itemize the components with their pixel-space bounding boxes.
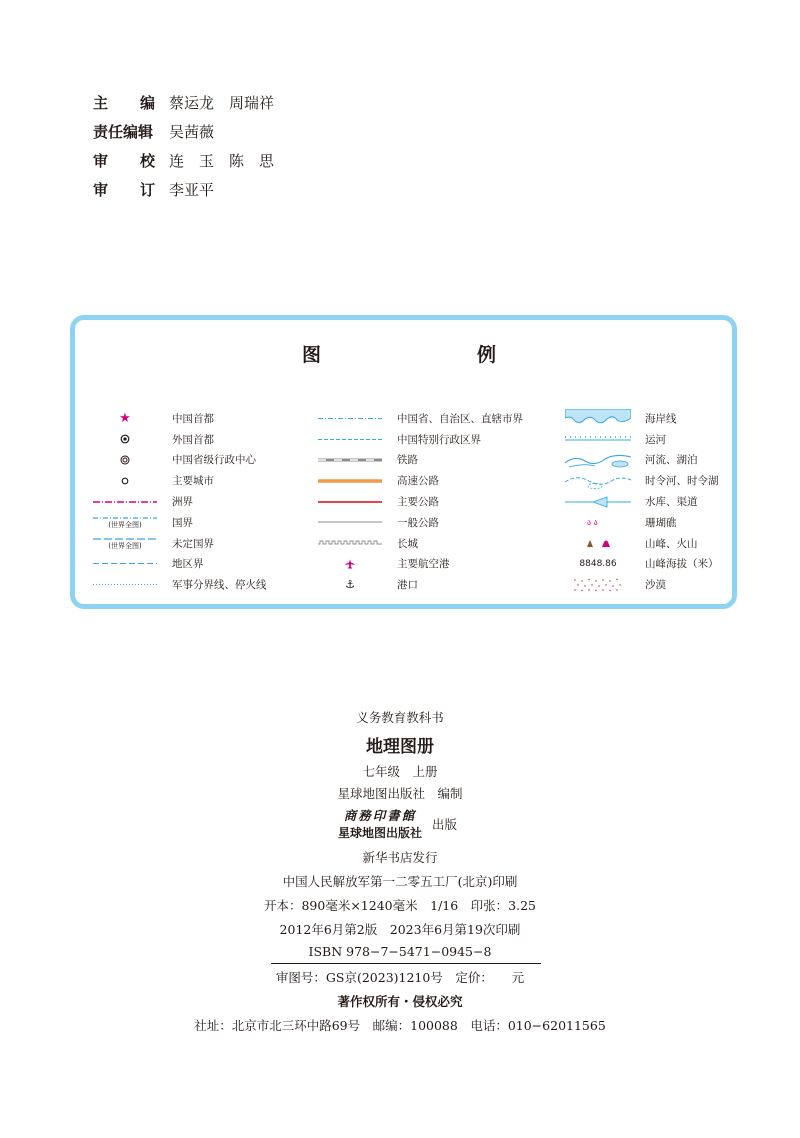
railway-line bbox=[303, 450, 397, 470]
coral-reef-symbol bbox=[551, 512, 645, 532]
legend-item bbox=[551, 533, 719, 554]
double-circle-icon bbox=[78, 450, 172, 470]
address: 社址：北京市北三环中路69号 邮编：100088 电话：010−62011565 bbox=[194, 1018, 606, 1033]
legend-item bbox=[303, 408, 523, 429]
legend-column-3 bbox=[551, 408, 719, 595]
legend-label: 中国省、自治区、直辖市界 bbox=[397, 412, 523, 425]
legend-label: 主要航空港 bbox=[397, 558, 450, 571]
sar-boundary-line bbox=[303, 429, 397, 449]
staff-row-chief-editor bbox=[93, 88, 274, 117]
copyright: 著作权所有・侵权必究 bbox=[337, 994, 463, 1009]
coastline-symbol bbox=[551, 408, 645, 428]
staff-role-char: 订 bbox=[139, 181, 155, 199]
great-wall-line bbox=[303, 533, 397, 553]
series-name: 义务教育教科书 bbox=[356, 710, 444, 725]
legend-item bbox=[551, 450, 719, 471]
legend-item bbox=[78, 450, 267, 471]
legend-label: 山峰、火山 bbox=[645, 537, 698, 550]
staff-role-text: 责任编辑 bbox=[93, 123, 154, 141]
anchor-icon: ⚓ bbox=[345, 578, 355, 592]
staff-role-char: 审 bbox=[93, 181, 109, 199]
compiler: 星球地图出版社 编制 bbox=[337, 786, 463, 801]
staff-role-char: 编 bbox=[139, 94, 155, 112]
main-road-line bbox=[303, 492, 397, 512]
seasonal-river-symbol bbox=[551, 471, 645, 491]
legend-label: 水库、渠道 bbox=[645, 496, 698, 509]
legend-item bbox=[551, 512, 719, 533]
legend-item bbox=[551, 554, 719, 575]
map-review-number: 审图号：GS京(2023)1210号 定价： 元 bbox=[275, 970, 525, 985]
legend-label: 沙漠 bbox=[645, 579, 666, 592]
divider bbox=[271, 963, 541, 964]
book-title: 地理图册 bbox=[366, 737, 434, 757]
legend-item bbox=[551, 429, 719, 450]
legend-item bbox=[78, 429, 267, 450]
legend-item bbox=[78, 574, 267, 595]
publisher-name: 星球地图出版社 bbox=[338, 826, 423, 840]
legend-label: 洲界 bbox=[172, 496, 193, 509]
staff-role-char: 校 bbox=[139, 152, 155, 170]
publisher-names bbox=[338, 806, 422, 841]
legend-item bbox=[303, 491, 523, 512]
river-lake-symbol bbox=[551, 450, 645, 470]
region-boundary-line bbox=[78, 554, 172, 574]
legend-item bbox=[78, 533, 267, 554]
legend-note: (世界全图) bbox=[108, 541, 142, 550]
legend-item bbox=[303, 554, 523, 575]
legend-label: 长城 bbox=[397, 537, 418, 550]
dot-circle-icon bbox=[78, 429, 172, 449]
legend-label: 军事分界线、停火线 bbox=[172, 579, 267, 592]
legend-label: 山峰海拔（米） bbox=[645, 558, 719, 571]
legend-label: 未定国界 bbox=[172, 537, 214, 550]
legend-label: 国界 bbox=[172, 516, 193, 529]
legend-title-right: 例 bbox=[477, 344, 497, 366]
grade-volume: 七年级 上册 bbox=[362, 764, 438, 779]
legend-item bbox=[551, 408, 719, 429]
staff-role bbox=[93, 121, 169, 142]
legend-item bbox=[303, 450, 523, 471]
legend-item bbox=[551, 574, 719, 595]
expressway-line bbox=[303, 471, 397, 491]
legend-label: 中国首都 bbox=[172, 412, 214, 425]
legend-label: 外国首都 bbox=[172, 433, 214, 446]
legend-item bbox=[78, 408, 267, 429]
legend-item bbox=[78, 470, 267, 491]
publish-word: 出版 bbox=[432, 816, 458, 832]
legend-label: 铁路 bbox=[397, 454, 418, 467]
national-boundary-line bbox=[78, 512, 172, 532]
reservoir-symbol bbox=[551, 492, 645, 512]
legend-label: 主要城市 bbox=[172, 475, 214, 488]
legend-item bbox=[303, 429, 523, 450]
legend-item bbox=[78, 512, 267, 533]
canal-symbol bbox=[551, 429, 645, 449]
undefined-boundary-line bbox=[78, 533, 172, 553]
legend-label: 地区界 bbox=[172, 558, 204, 571]
legend-label: 港口 bbox=[397, 579, 418, 592]
star-icon: ★ bbox=[119, 410, 131, 426]
legend-item bbox=[303, 533, 523, 554]
legend-label: 河流、湖泊 bbox=[645, 454, 698, 467]
road-line bbox=[303, 512, 397, 532]
peak-volcano-symbol bbox=[551, 533, 645, 553]
elevation-value: 8848.86 bbox=[579, 558, 617, 569]
staff-role bbox=[93, 179, 155, 200]
military-line bbox=[78, 575, 172, 595]
publishers bbox=[338, 806, 457, 841]
printer: 中国人民解放军第一二零五工厂(北京)印刷 bbox=[282, 874, 518, 889]
province-boundary-line bbox=[303, 408, 397, 428]
legend-label: 海岸线 bbox=[645, 412, 677, 425]
legend-note: (世界全图) bbox=[108, 520, 142, 529]
legend-label: 中国省级行政中心 bbox=[172, 454, 256, 467]
staff-row-reviewer bbox=[93, 175, 274, 204]
desert-symbol bbox=[551, 575, 645, 595]
legend-item bbox=[303, 574, 523, 595]
legend-item bbox=[78, 554, 267, 575]
legend-item bbox=[551, 470, 719, 491]
legend-label: 时令河、时令湖 bbox=[645, 475, 719, 488]
staff-role bbox=[93, 150, 155, 171]
legend-label: 珊瑚礁 bbox=[645, 516, 677, 529]
legend-label: 高速公路 bbox=[397, 475, 439, 488]
legend-column-1 bbox=[78, 408, 267, 595]
legend-item bbox=[551, 491, 719, 512]
staff-role-char: 主 bbox=[93, 94, 109, 112]
staff-role bbox=[93, 92, 155, 113]
map-legend bbox=[70, 315, 737, 609]
edition-info: 2012年6月第2版 2023年6月第19次印刷 bbox=[279, 922, 521, 937]
legend-label: 运河 bbox=[645, 433, 666, 446]
legend-column-2 bbox=[303, 408, 523, 595]
distributor: 新华书店发行 bbox=[362, 850, 438, 865]
legend-item bbox=[303, 512, 523, 533]
airport-icon bbox=[303, 554, 397, 574]
legend-label: 主要公路 bbox=[397, 496, 439, 509]
legend-label: 一般公路 bbox=[397, 516, 439, 529]
circle-icon bbox=[78, 471, 172, 491]
format-spec: 开本：890毫米×1240毫米 1/16 印张：3.25 bbox=[263, 898, 537, 913]
staff-names: 吴茜薇 bbox=[169, 123, 215, 141]
isbn: ISBN 978−7−5471−0945−8 bbox=[308, 944, 492, 959]
staff-role-char: 审 bbox=[93, 152, 109, 170]
legend-label: 中国特别行政区界 bbox=[397, 433, 481, 446]
staff-credits bbox=[93, 88, 274, 204]
staff-names: 连 玉 陈 思 bbox=[169, 152, 275, 170]
legend-item bbox=[78, 491, 267, 512]
staff-row-proofreader bbox=[93, 146, 274, 175]
staff-names: 李亚平 bbox=[169, 181, 215, 199]
publisher-logotype: 商務印書館 bbox=[343, 808, 417, 823]
legend-title-left: 图 bbox=[302, 344, 322, 366]
staff-names: 蔡运龙 周瑞祥 bbox=[169, 94, 275, 112]
continent-boundary-line bbox=[78, 492, 172, 512]
staff-row-responsible-editor bbox=[93, 117, 274, 146]
elevation-text bbox=[551, 554, 645, 574]
svg-text:ა ა: ა ა bbox=[587, 518, 598, 528]
legend-item bbox=[303, 470, 523, 491]
